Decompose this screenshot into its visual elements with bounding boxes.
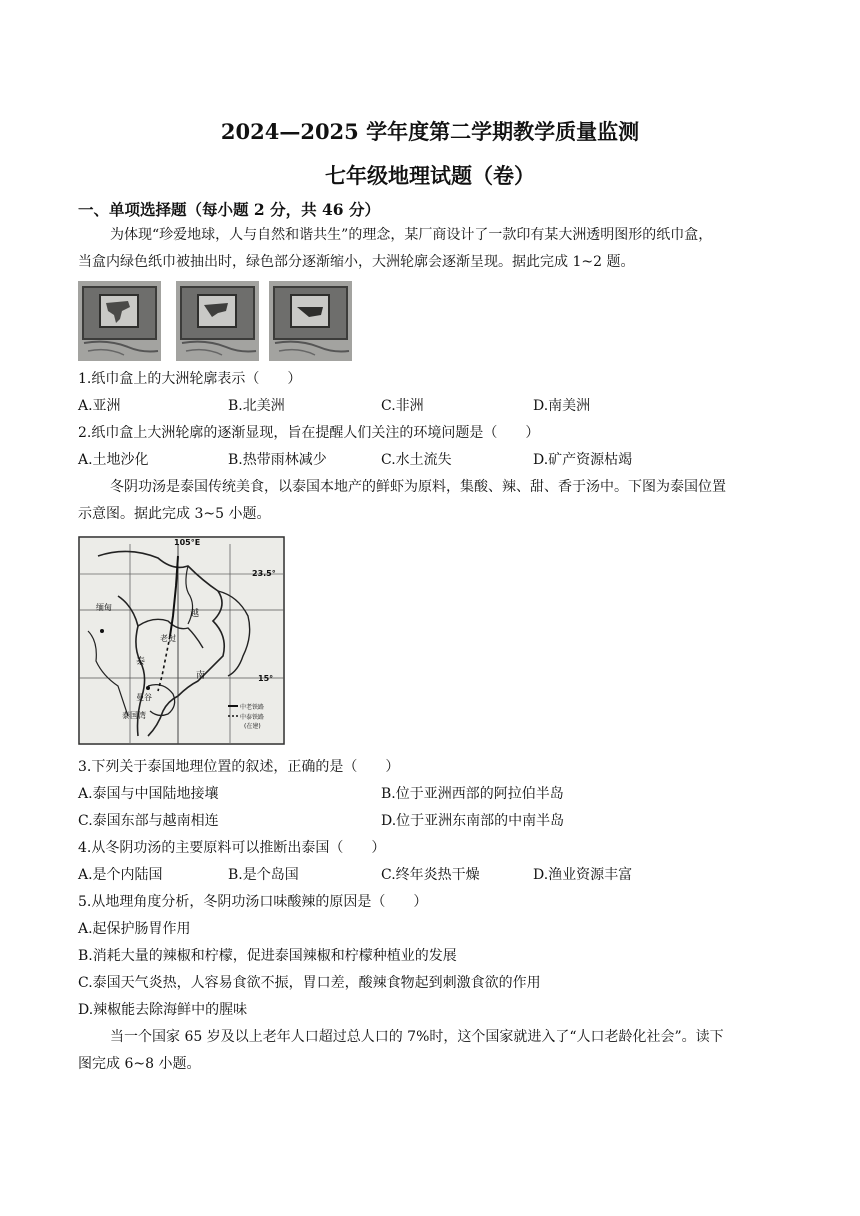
tissue-box-photo [269,281,352,361]
section-heading: 一、单项选择题（每小题 2 分，共 46 分） [78,200,380,219]
place-label: 曼谷 [136,693,152,702]
intro-paragraph-line: 为体现“珍爱地球，人与自然和谐共生”的理念，某厂商设计了一款印有某大洲透明图形的纸巾盒， [110,227,713,243]
option-c: C.非洲 [381,398,424,414]
option-d: D.南美洲 [533,398,591,414]
option-b: B.热带雨林减少 [228,452,327,468]
option-a: A.泰国与中国陆地接壤 [78,786,219,802]
tissue-box-photo [176,281,259,361]
option-a: A.起保护肠胃作用 [78,921,191,937]
place-label: 越 [190,609,200,619]
legend-label: (在建) [244,723,261,730]
place-label: 老挝 [160,634,176,643]
question-stem: 1.纸巾盒上的大洲轮廓表示（ ） [78,371,302,387]
place-label: 南 [196,671,206,681]
option-c: C.泰国天气炎热，人容易食欲不振，胃口差，酸辣食物起到刺激食欲的作用 [78,975,541,991]
option-c: C.泰国东部与越南相连 [78,813,219,829]
tissue-box-photo [78,281,161,361]
option-a: A.土地沙化 [78,452,149,468]
option-b: B.是个岛国 [228,867,299,883]
option-d: D.矿产资源枯竭 [533,452,633,468]
option-c: C.终年炎热干燥 [381,867,480,883]
question-stem: 5.从地理角度分析，冬阴功汤口味酸辣的原因是（ ） [78,894,428,910]
longitude-label: 105°E [174,538,201,547]
thailand-location-map [78,536,285,745]
option-d: D.渔业资源丰富 [533,867,633,883]
intro-paragraph-line: 示意图。据此完成 3~5 小题。 [78,506,271,522]
question-stem: 3.下列关于泰国地理位置的叙述，正确的是（ ） [78,759,400,775]
option-b: B.位于亚洲西部的阿拉伯半岛 [381,786,564,802]
option-c: C.水土流失 [381,452,452,468]
intro-paragraph-line: 当一个国家 65 岁及以上老年人口超过总人口的 7%时，这个国家就进入了“人口老龄化社会”。读下 [110,1029,724,1045]
place-label: 缅甸 [96,603,112,612]
intro-paragraph-line: 图完成 6~8 小题。 [78,1056,201,1072]
legend-label: 中老铁路 [240,704,265,711]
exam-subtitle: 七年级地理试题（卷） [325,163,535,188]
place-label: 泰国湾 [122,711,146,720]
option-a: A.是个内陆国 [78,867,163,883]
legend-label: 中泰铁路 [240,714,265,721]
tissue-box-photos [78,281,352,361]
option-d: D.辣椒能去除海鲜中的腥味 [78,1002,248,1018]
option-b: B.北美洲 [228,398,285,414]
question-stem: 4.从冬阴功汤的主要原料可以推断出泰国（ ） [78,840,386,856]
intro-paragraph-line: 冬阴功汤是泰国传统美食，以泰国本地产的鲜虾为原料，集酸、辣、甜、香于汤中。下图为泰国位置 [110,479,726,495]
exam-title: 2024—2025 学年度第二学期教学质量监测 [220,119,640,144]
latitude-label: 15° [258,674,274,683]
option-b: B.消耗大量的辣椒和柠檬，促进泰国辣椒和柠檬种植业的发展 [78,948,457,964]
place-label: 泰 [136,657,146,667]
latitude-label: 23.5° [252,569,276,578]
question-stem: 2.纸巾盒上大洲轮廓的逐渐显现，旨在提醒人们关注的环境问题是（ ） [78,425,540,441]
option-d: D.位于亚洲东南部的中南半岛 [381,813,565,829]
intro-paragraph-line: 当盒内绿色纸巾被抽出时，绿色部分逐渐缩小，大洲轮廓会逐渐呈现。据此完成 1~2 题。 [78,254,635,270]
option-a: A.亚洲 [78,398,121,414]
